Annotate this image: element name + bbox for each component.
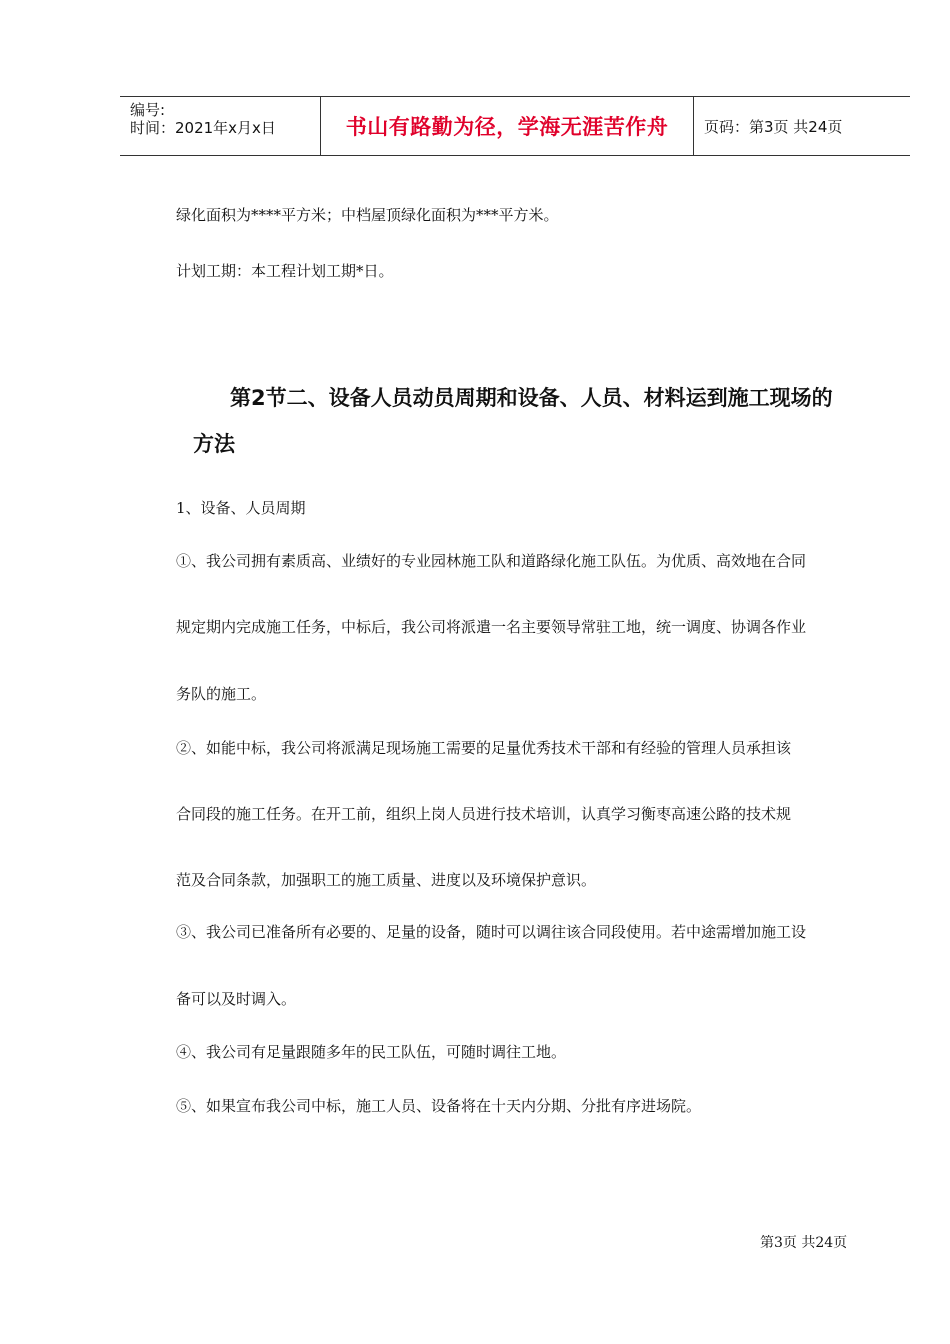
- body-line: 绿化面积为****平方米；中档屋顶绿化面积为***平方米。: [176, 206, 559, 224]
- paragraph-line: 合同段的施工任务。在开工前，组织上岗人员进行技术培训，认真学习衡枣高速公路的技术规: [176, 805, 792, 823]
- paragraph-line: 范及合同条款，加强职工的施工质量、进度以及环境保护意识。: [176, 871, 597, 889]
- motto-text: 书山有路勤为径，学海无涯苦作舟: [345, 115, 669, 139]
- section-heading: 第2节二、设备人员动员周期和设备、人员、材料运到施工现场的: [230, 386, 833, 410]
- paragraph-line: ⑤、如果宣布我公司中标，施工人员、设备将在十天内分期、分批有序进场院。: [176, 1097, 702, 1115]
- time-label: 时间：2021年x月x日: [130, 119, 276, 137]
- paragraph-line: 规定期内完成施工任务，中标后，我公司将派遣一名主要领导常驻工地，统一调度、协调各作业: [176, 618, 807, 636]
- header-page-number: 页码：第3页 共24页: [704, 117, 843, 136]
- paragraph-line: ④、我公司有足量跟随多年的民工队伍，可随时调往工地。: [176, 1043, 567, 1061]
- header-meta: [120, 97, 321, 155]
- number-label: 编号:: [130, 101, 166, 119]
- sub-heading: 1、设备、人员周期: [176, 499, 306, 517]
- header-page-cell: [694, 97, 910, 155]
- section-heading-continued: 方法: [193, 432, 235, 456]
- body-line: 计划工期：本工程计划工期*日。: [176, 262, 394, 280]
- page-header: [120, 96, 910, 156]
- paragraph-line: ①、我公司拥有素质高、业绩好的专业园林施工队和道路绿化施工队伍。为优质、高效地在合同: [176, 552, 807, 570]
- paragraph-line: 备可以及时调入。: [176, 990, 297, 1008]
- paragraph-line: ②、如能中标，我公司将派满足现场施工需要的足量优秀技术干部和有经验的管理人员承担该: [176, 739, 792, 757]
- footer-page-number: 第3页 共24页: [760, 1235, 848, 1251]
- paragraph-line: ③、我公司已准备所有必要的、足量的设备，随时可以调往该合同段使用。若中途需增加施工设: [176, 923, 807, 941]
- paragraph-line: 务队的施工。: [176, 685, 267, 703]
- header-motto-cell: [321, 97, 694, 155]
